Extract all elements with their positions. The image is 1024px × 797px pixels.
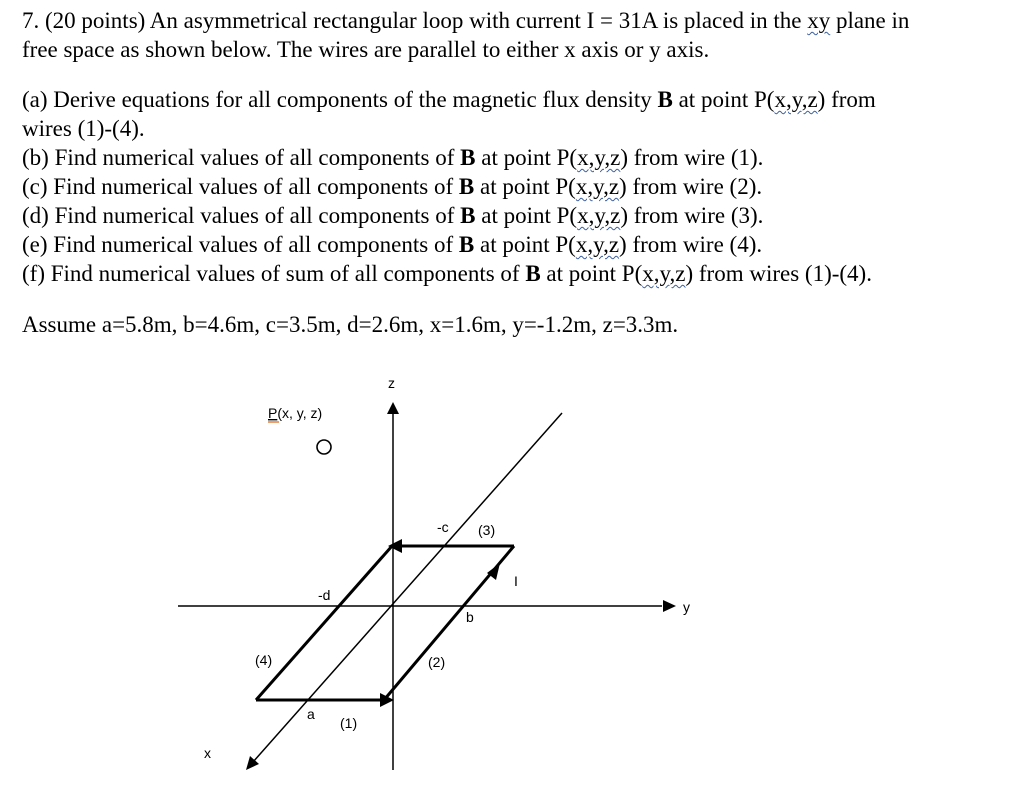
wire-4 [256, 546, 392, 700]
assumptions: Assume a=5.8m, b=4.6m, c=3.5m, d=2.6m, x=1.6m, y=-1.2m, z=3.3m. [22, 312, 679, 337]
part-a-cont: wires (1)-(4). [22, 116, 145, 141]
point-p-marker [317, 440, 331, 454]
z-axis-arrowhead [387, 402, 399, 414]
part-f: (f) Find numerical values of sum of all components of B at point P(x,y,z) from wires (1)-(4). [22, 261, 872, 286]
label-b: b [466, 609, 474, 625]
intro-line-1: 7. (20 points) An asymmetrical rectangular loop with current I = 31A is placed in the xy plane in [22, 8, 910, 33]
label-wire-2: (2) [428, 654, 446, 670]
part-d: (d) Find numerical values of all components of B at point P(x,y,z) from wire (3). [22, 203, 764, 228]
label-neg-c: -c [437, 519, 449, 535]
label-neg-d: -d [318, 587, 331, 603]
z-axis-label: z [388, 375, 395, 391]
part-e: (e) Find numerical values of all components of B at point P(x,y,z) from wire (4). [22, 232, 763, 257]
label-wire-3: (3) [478, 522, 496, 538]
y-axis-label: y [683, 599, 690, 615]
x-axis-label: x [204, 745, 211, 761]
y-axis-arrowhead [663, 600, 676, 612]
point-p-label: P(x, y, z) [268, 405, 323, 421]
label-a: a [307, 706, 315, 722]
part-b: (b) Find numerical values of all components of B at point P(x,y,z) from wire (1). [22, 145, 764, 170]
label-wire-1: (1) [340, 715, 358, 731]
label-wire-4: (4) [255, 652, 273, 668]
part-a: (a) Derive equations for all components of the magnetic flux density B at point P(x,y,z) from [22, 87, 876, 112]
label-current: I [514, 573, 518, 589]
intro-line-2: free space as shown below. The wires are parallel to either x axis or y axis. [22, 37, 710, 62]
part-c: (c) Find numerical values of all components of B at point P(x,y,z) from wire (2). [22, 174, 763, 199]
